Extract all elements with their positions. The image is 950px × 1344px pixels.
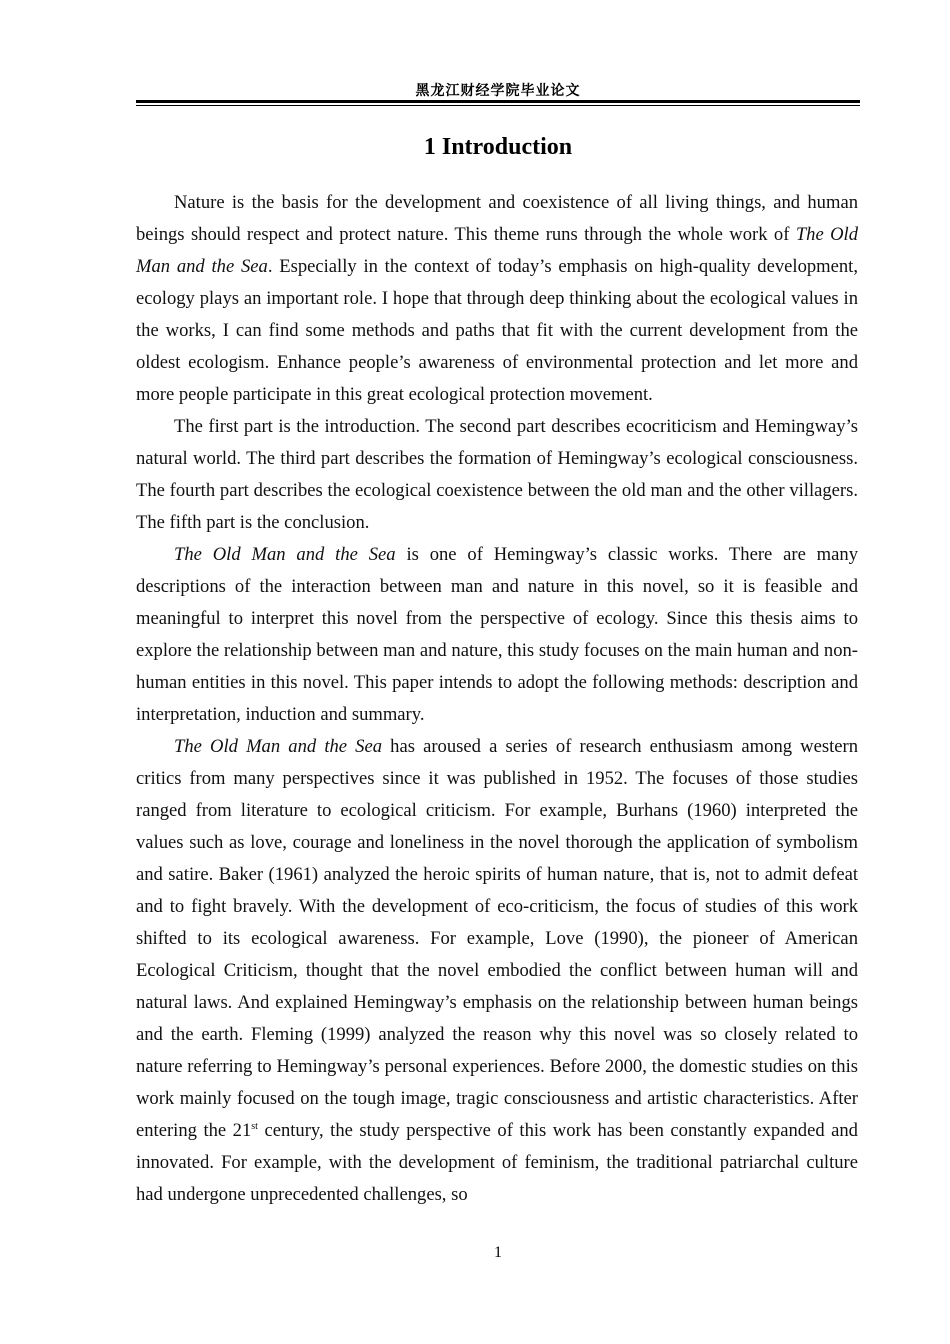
paragraph-4 [136, 731, 858, 1211]
paragraph-3 [136, 539, 858, 731]
paragraph-text: century, the study perspective of this work has been constantly expanded and innovated. For example, with the development of feminism, the traditional patriarchal culture had undergone unprecedented challenges, so [136, 1120, 858, 1205]
section-title: 1 Introduction [423, 134, 573, 160]
paragraph-text: has aroused a series of research enthusiasm among western critics from many perspectives since it was published in 1952. The focuses of those studies ranged from literature to ecological criticism. For example, Burhans (1960) interpreted the values such as love, courage and loneliness in the novel thorough the application of symbolism and satire. Baker (1961) analyzed the heroic spirits of human nature, that is, not to admit defeat and to fight bravely. With the development of eco-criticism, the focus of studies of this work shifted to its ecological awareness. For example, Love (1990), the pioneer of American Ecological Criticism, thought that the novel embodied the conflict between human will and natural laws. And explained Hemingway’s emphasis on the relationship between human beings and the earth. Fleming (1999) analyzed the reason why this novel was so closely related to nature referring to Hemingway’s personal experiences. Before 2000, the domestic studies on this work mainly focused on the tough image, tragic consciousness and artistic characteristics. After entering the 21 [136, 736, 859, 1141]
header-rule-thick [136, 100, 860, 103]
paragraph-2 [136, 411, 858, 539]
work-title: The Old Man and the Sea [174, 544, 396, 565]
paragraph-text: Nature is the basis for the development and coexistence of all living things, and human beings should respect and protect nature. This theme runs through the whole work of [136, 192, 858, 245]
page-number: 1 [494, 1244, 502, 1261]
paragraph-text: is one of Hemingway’s classic works. There are many descriptions of the interaction between man and nature in this novel, so it is feasible and meaningful to interpret this novel from the perspective of ecology. Since this thesis aims to explore the relationship between man and nature, this study focuses on the main human and non-human entities in this novel. This paper intends to adopt the following methods: description and interpretation, induction and summary. [136, 544, 858, 725]
running-header: 黑龙江财经学院毕业论文 [415, 83, 581, 99]
work-title: The Old Man and the Sea [136, 224, 858, 277]
paragraph-text: . Especially in the context of today’s emphasis on high-quality development, ecology plays an important role. I hope that through deep thinking about the ecological values in the works, I can find some methods and paths that fit with the current development from the oldest ecologism. Enhance people’s awareness of environmental protection and let more and more people participate in this great ecological protection movement. [136, 256, 858, 405]
header-rule-thin [136, 105, 860, 106]
body-text [136, 187, 858, 1211]
ordinal-superscript: st [251, 1120, 258, 1132]
paragraph-text: The first part is the introduction. The second part describes ecocriticism and Hemingway’s natural world. The third part describes the formation of Hemingway’s ecological consciousness. The fourth part describes the ecological coexistence between the old man and the other villagers. The fifth part is the conclusion. [136, 416, 858, 533]
work-title: The Old Man and the Sea [174, 736, 383, 757]
paragraph-1 [136, 187, 858, 411]
